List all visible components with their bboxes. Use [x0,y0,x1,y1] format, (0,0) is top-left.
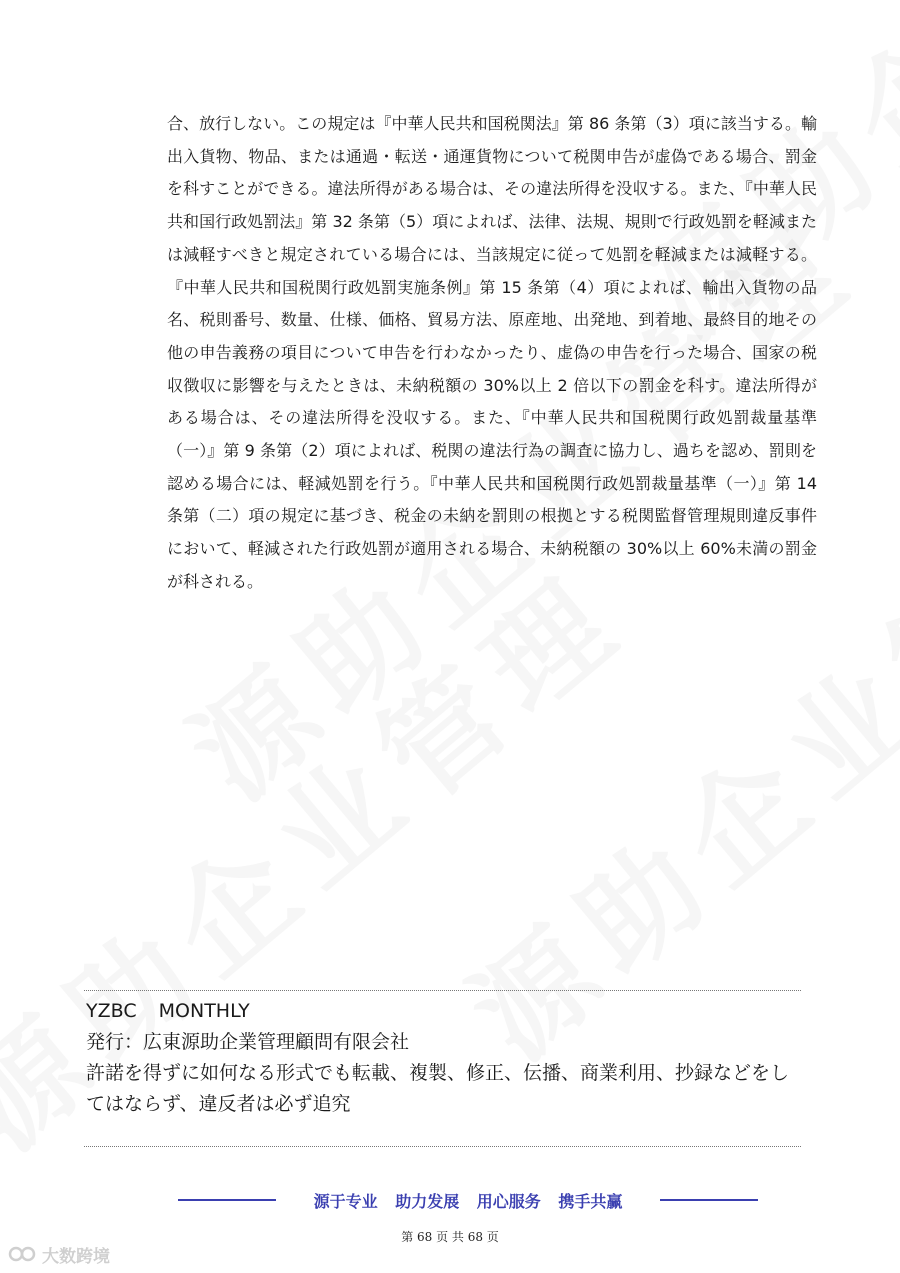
footer-info [86,996,806,1120]
brand-name: 大数跨境 [42,1246,110,1267]
footer-copyright-notice: 許諾を得ずに如何なる形式でも転載、複製、修正、伝播、商業利用、抄録などをしてはならず、違反者は必ず追究 [86,1062,790,1115]
slogan-line-right [660,1199,758,1201]
footer-divider-bottom [84,1146,801,1147]
footer-title: YZBC MONTHLY [86,1000,250,1022]
page-number: 第 68 页 共 68 页 [401,1230,499,1244]
body-paragraph: 合、放行しない。この規定は『中華人民共和国税関法』第 86 条第（3）項に該当する。輸出入貨物、物品、または通過・転送・通運貨物について税関申告が虚偽である場合、罰金を科すことができる。違法所得がある場合は、その違法所得を没収する。また、『中華人民共和国行政処罰法』第 32 条第（5）項によれば、法律、法規、規則で行政処罰を軽減または減軽すべきと規定されている場合には、当該規定に従って処罰を軽減または減軽する。『中華人民共和国税関行政処罰実施条例』第 15 条第（4）項によれば、輸出入貨物の品名、税則番号、数量、仕様、価格、貿易方法、原産地、出発地、到着地、最終目的地その他の申告義務の項目について申告を行わなかったり、虚偽の申告を行った場合、国家の税収徴収に影響を与えたときは、未納税額の 30%以上 2 倍以下の罰金を科す。違法所得がある場合は、その違法所得を没収する。また、『中華人民共和国税関行政処罰裁量基準（一）』第 9 条第（2）項によれば、税関の違法行為の調査に協力し、過ちを認め、罰則を認める場合には、軽減処罰を行う。『中華人民共和国税関行政処罰裁量基準（一）』第 14 条第（二）項の規定に基づき、税金の未納を罰則の根拠とする税関監督管理規則違反事件において、軽減された行政処罰が適用される場合、未納税額の 30%以上 60%未満の罰金が科される。 [167,114,817,591]
body-text [167,108,817,599]
brand-watermark [8,1241,110,1267]
slogan: 源于专业 助力发展 用心服务 携手共赢 [313,1191,623,1211]
slogan-line-left [178,1199,276,1201]
footer-divider-top [84,990,801,991]
brand-logo-icon [8,1244,38,1264]
footer-publisher: 発行：広東源助企業管理顧問有限会社 [86,1031,410,1053]
slogan-row [178,1188,758,1212]
